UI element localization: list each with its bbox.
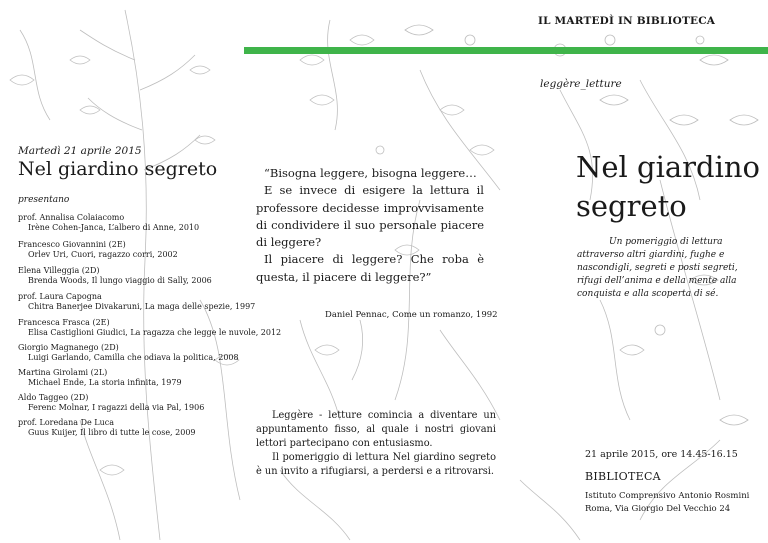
presenter-item <box>18 266 212 286</box>
presenter-book: Chitra Banerjee Divakaruni, La maga delle spezie, 1997 <box>28 302 256 311</box>
venue-address: Roma, Via Giorgio Del Vecchio 24 <box>585 504 731 514</box>
presenter-name: Francesco Giovannini (2E) <box>18 240 126 249</box>
presenter-name: Martina Girolami (2L) <box>18 368 108 377</box>
program-date: Martedì 21 aprile 2015 <box>18 145 142 157</box>
presenter-item <box>18 292 255 312</box>
presenter-book: Guus Kuijer, Il libro di tutte le cose, 2009 <box>28 428 196 437</box>
program-title: Nel giardino segreto <box>18 158 218 180</box>
presenter-book: Michael Ende, La storia infinita, 1979 <box>28 378 182 387</box>
cover-title-line1: Nel giardino <box>576 150 760 184</box>
presenter-item <box>18 240 178 260</box>
presentano-label: presentano <box>18 195 70 205</box>
accent-bar <box>244 47 768 54</box>
intro-text <box>256 409 496 479</box>
intro-paragraph: Il pomeriggio di lettura Nel giardino segreto è un invito a rifugiarsi, a perdersi e a ritrovarsi. <box>256 451 496 477</box>
quote-source: Daniel Pennac, Come un romanzo, 1992 <box>325 310 498 320</box>
presenter-item <box>18 368 182 388</box>
event-date-time: 21 aprile 2015, ore 14.45-16.15 <box>585 449 738 460</box>
presenter-name: Aldo Taggeo (2D) <box>18 393 89 402</box>
presenter-book: Ferenc Molnar, I ragazzi della via Pal, 1906 <box>28 403 205 412</box>
presenter-item <box>18 213 199 233</box>
presenter-name: prof. Loredana De Luca <box>18 418 114 427</box>
cover-description: Un pomeriggio di lettura attraverso altri giardini, fughe e nascondigli, segreti e posti segreti, rifugi dell’anima e della mente alla conquista e alla scoperta di sé. <box>577 237 738 300</box>
presenter-book: Luigi Garlando, Camilla che odiava la politica, 2008 <box>28 353 239 362</box>
presenter-book: Elisa Castiglioni Giudici, La ragazza che legge le nuvole, 2012 <box>28 328 282 337</box>
presenter-book: Brenda Woods, Il lungo viaggio di Sally, 2006 <box>28 276 212 285</box>
presenter-name: Francesca Frasca (2E) <box>18 318 110 327</box>
presenter-item <box>18 418 196 438</box>
presenter-name: prof. Annalisa Colaiacomo <box>18 213 125 222</box>
cover-title <box>576 148 766 226</box>
series-subtitle: leggère_letture <box>540 78 622 90</box>
venue-school: Istituto Comprensivo Antonio Rosmini <box>585 491 750 501</box>
series-title: IL MARTEDÌ IN BIBLIOTECA <box>538 15 716 27</box>
venue-title: BIBLIOTECA <box>585 470 661 483</box>
cover-title-line2: segreto <box>576 189 687 224</box>
presenter-item <box>18 343 239 363</box>
quote-paragraph: E se invece di esigere la lettura il professore decidesse improvvisamente di condividere il suo personale piacere di leggere? <box>256 183 484 249</box>
intro-paragraph: Leggère - letture comincia a diventare un appuntamento fisso, al quale i nostri giovani lettori partecipano con entusiasmo. <box>256 410 496 449</box>
presenter-item <box>18 318 281 338</box>
presenter-name: Giorgio Magnanego (2D) <box>18 343 119 352</box>
quote-paragraph: Il piacere di leggere? Che roba è questa, il piacere di leggere?” <box>256 252 484 284</box>
presenter-book: Orlev Uri, Cuori, ragazzo corri, 2002 <box>28 250 178 259</box>
presenter-book: Irène Cohen-Janca, L’albero di Anne, 2010 <box>28 223 200 232</box>
presenter-name: Elena Villeggia (2D) <box>18 266 100 275</box>
presenter-item <box>18 393 204 413</box>
quote-paragraph: “Bisogna leggere, bisogna leggere… <box>264 166 477 180</box>
presenter-name: prof. Laura Capogna <box>18 292 102 301</box>
pennac-quote <box>256 165 484 286</box>
